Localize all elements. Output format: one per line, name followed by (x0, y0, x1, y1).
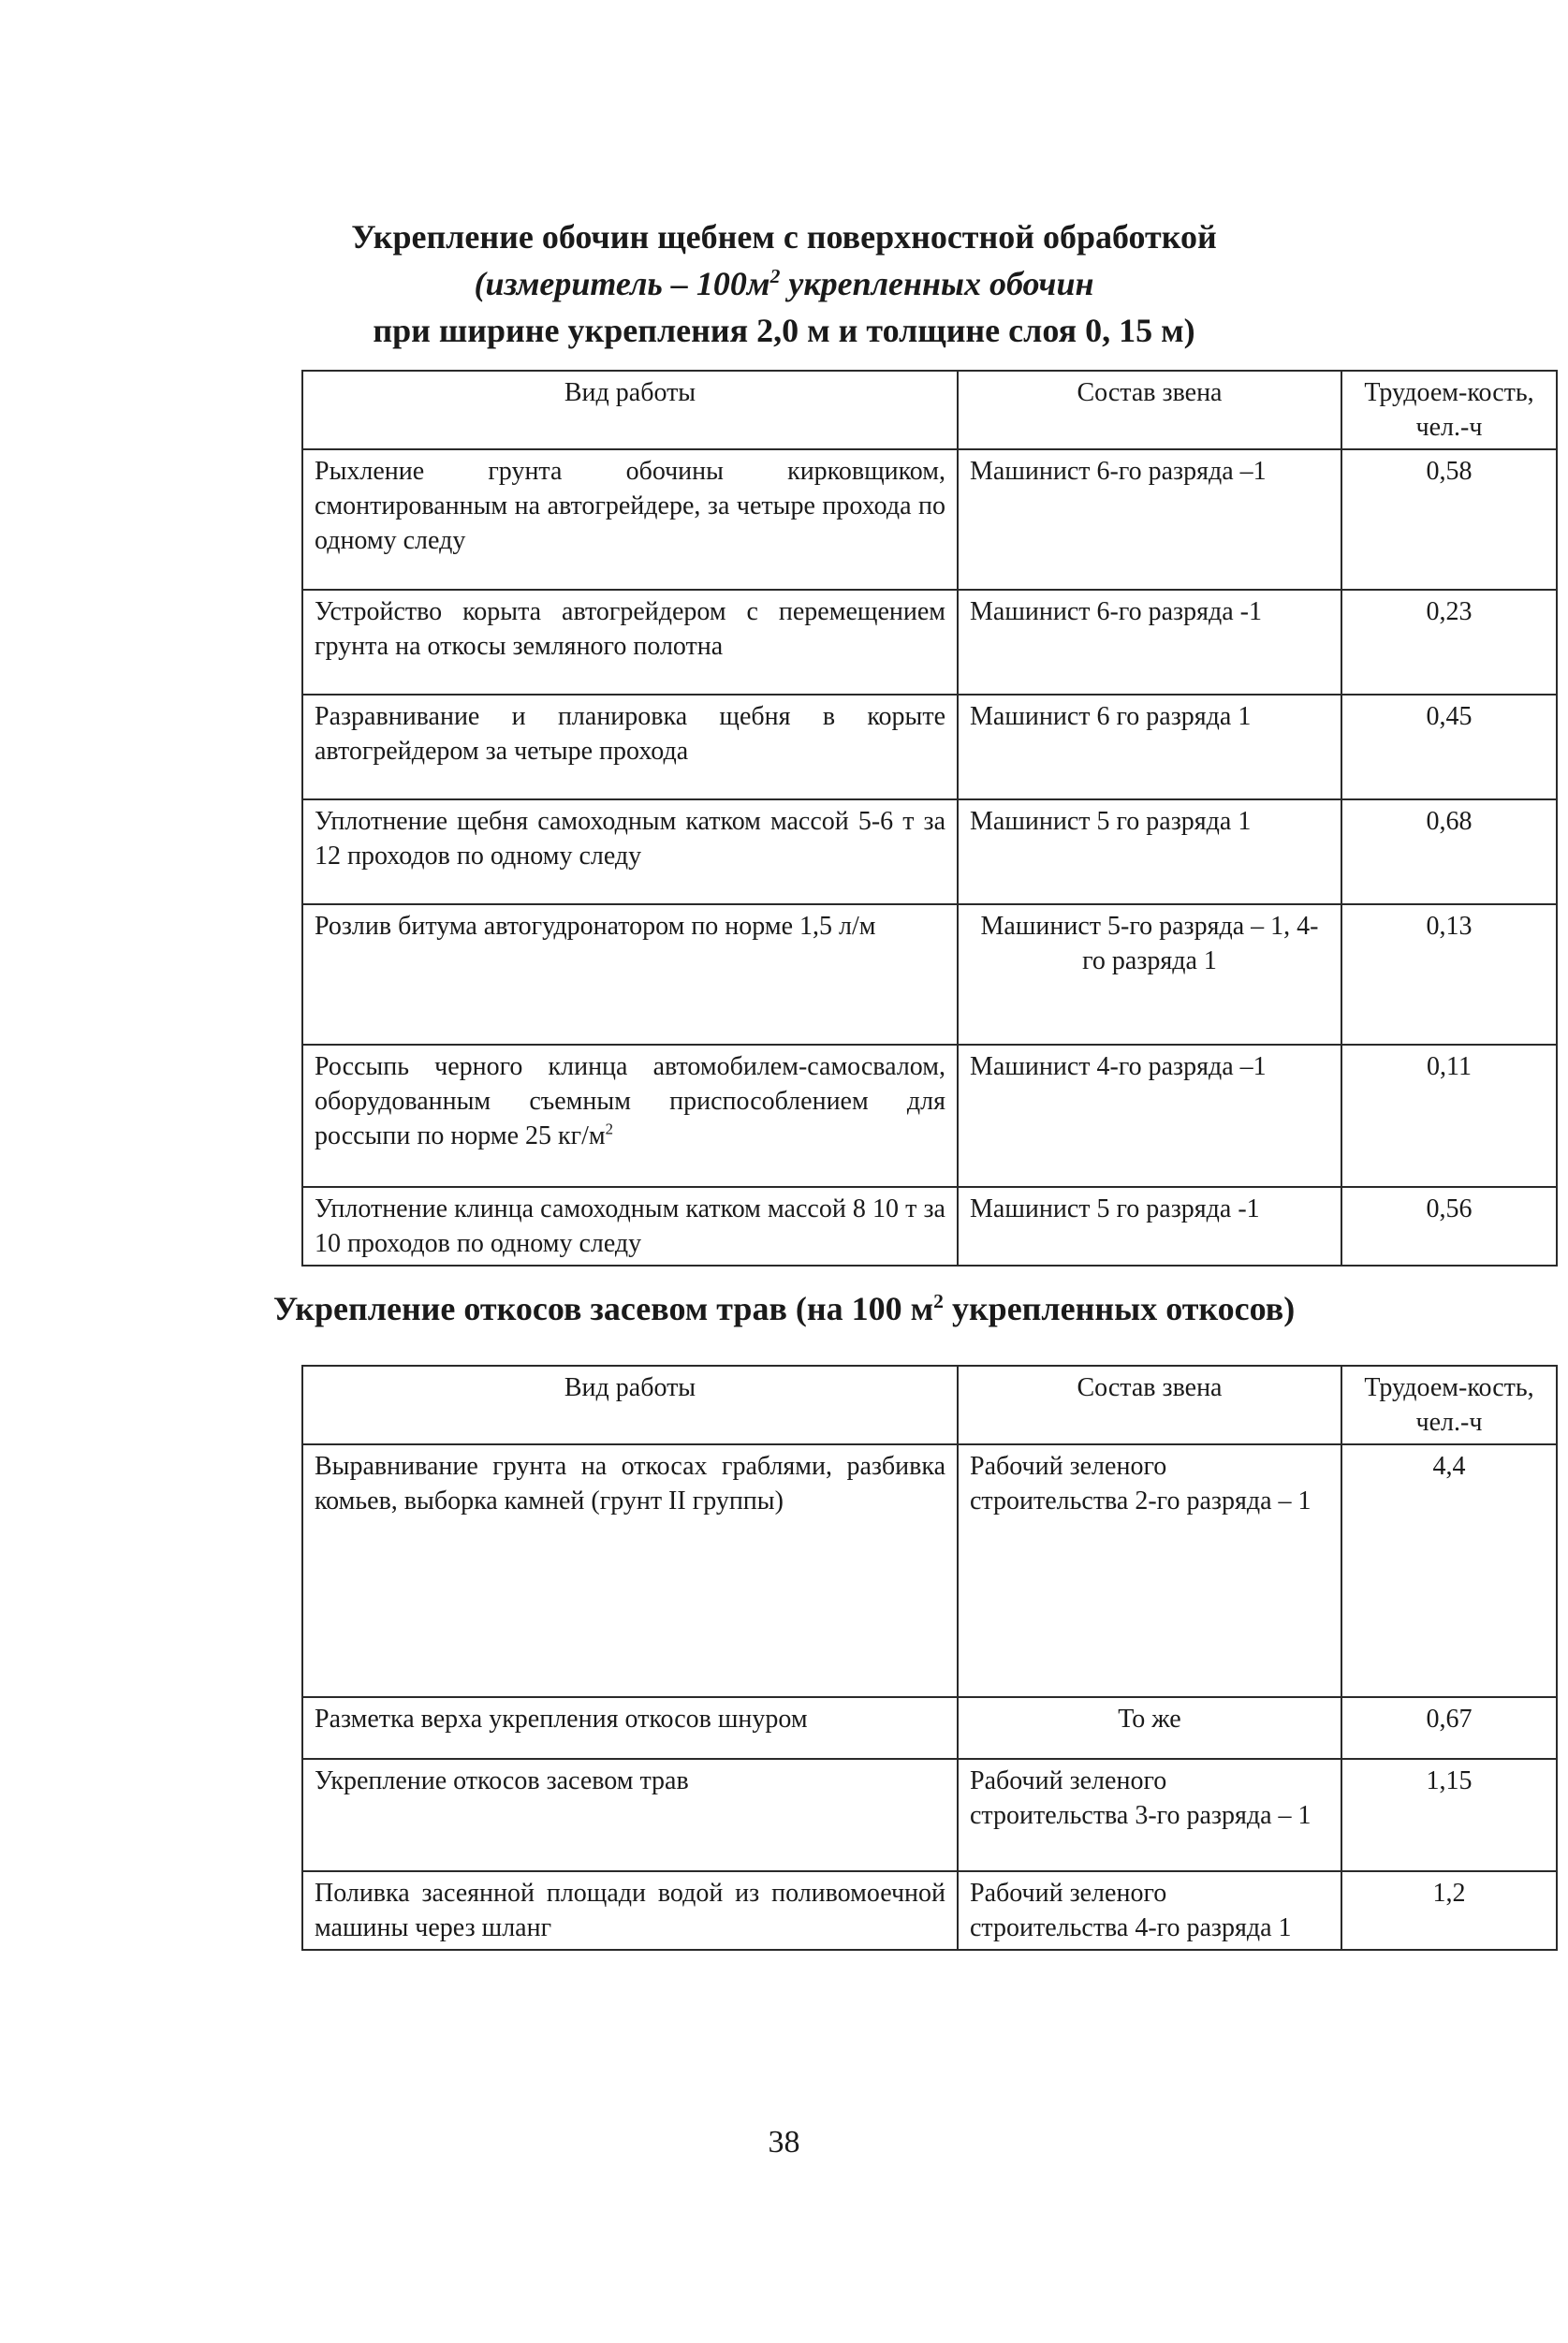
header-labor: Трудоем-кость, чел.-ч (1341, 1366, 1557, 1444)
table-row (302, 1045, 1557, 1187)
heading-2-a: Укрепление откосов засевом трав (на 100 м (272, 1290, 934, 1327)
labor-cell: 0,58 (1341, 449, 1557, 590)
table-row (302, 1697, 1557, 1759)
labor-cell: 1,15 (1341, 1759, 1557, 1871)
work-cell: Уплотнение клинца самоходным катком массой 8 10 т за 10 проходов по одному следу (302, 1187, 958, 1266)
table-shoulder-work (301, 370, 1558, 1267)
crew-cell: Машинист 5-го разряда – 1, 4-го разряда 1 (958, 904, 1341, 1045)
heading-1-line-2a: (измеритель – 100м (474, 265, 770, 302)
labor-cell: 0,11 (1341, 1045, 1557, 1187)
heading-1-line-3: при ширине укрепления 2,0 м и толщине слоя 0, 15 м) (373, 312, 1195, 349)
work-cell: Укрепление откосов засевом трав (302, 1759, 958, 1871)
labor-cell: 0,56 (1341, 1187, 1557, 1266)
table-row (302, 590, 1557, 695)
labor-cell: 0,67 (1341, 1697, 1557, 1759)
labor-cell: 0,68 (1341, 799, 1557, 904)
heading-2 (0, 1285, 1568, 1332)
header-crew: Состав звена (958, 1366, 1341, 1444)
table-row (302, 1759, 1557, 1871)
work-cell: Розлив битума автогудронатором по норме 1,5 л/м (302, 904, 958, 1045)
crew-cell: Машинист 6 го разряда 1 (958, 695, 1341, 799)
crew-cell: То же (958, 1697, 1341, 1759)
work-cell: Устройство корыта автогрейдером с перемещением грунта на откосы земляного полотна (302, 590, 958, 695)
labor-cell: 0,45 (1341, 695, 1557, 799)
table-row (302, 1187, 1557, 1266)
table-row (302, 1871, 1557, 1950)
table-row (302, 695, 1557, 799)
table-row (302, 449, 1557, 590)
labor-cell: 0,13 (1341, 904, 1557, 1045)
labor-cell: 4,4 (1341, 1444, 1557, 1697)
work-cell: Разравнивание и планировка щебня в корыте автогрейдером за четыре прохода (302, 695, 958, 799)
header-crew: Состав звена (958, 371, 1341, 449)
work-cell (302, 1045, 958, 1187)
table-slope-seeding (301, 1365, 1558, 1951)
crew-cell: Машинист 6-го разряда -1 (958, 590, 1341, 695)
work-cell-sup: 2 (605, 1120, 614, 1138)
page-number: 38 (768, 2125, 800, 2160)
heading-1-line-2 (0, 260, 1568, 307)
heading-1-line-1: Укрепление обочин щебнем с поверхностной обработкой (351, 218, 1217, 256)
crew-cell: Рабочий зеленого строительства 3-го разряда – 1 (958, 1759, 1341, 1871)
heading-1-sup: 2 (769, 265, 781, 287)
labor-cell: 1,2 (1341, 1871, 1557, 1950)
table-row (302, 799, 1557, 904)
work-cell: Уплотнение щебня самоходным катком массой 5-6 т за 12 проходов по одному следу (302, 799, 958, 904)
crew-cell: Рабочий зеленого строительства 2-го разряда – 1 (958, 1444, 1341, 1697)
table-row (302, 904, 1557, 1045)
heading-2-sup: 2 (933, 1290, 944, 1312)
work-cell: Разметка верха укрепления откосов шнуром (302, 1697, 958, 1759)
work-cell: Рыхление грунта обочины кирковщиком, смонтированным на автогрейдере, за четыре прохода по одному следу (302, 449, 958, 590)
header-work-type: Вид работы (302, 1366, 958, 1444)
crew-cell: Машинист 6-го разряда –1 (958, 449, 1341, 590)
header-work-type: Вид работы (302, 371, 958, 449)
labor-cell: 0,23 (1341, 590, 1557, 695)
header-labor: Трудоем-кость, чел.-ч (1341, 371, 1557, 449)
crew-cell: Машинист 4-го разряда –1 (958, 1045, 1341, 1187)
crew-cell: Машинист 5 го разряда -1 (958, 1187, 1341, 1266)
heading-1-line-2b: укрепленных обочин (780, 265, 1094, 302)
heading-1 (0, 213, 1568, 354)
table-row (302, 1444, 1557, 1697)
work-cell: Поливка засеянной площади водой из поливомоечной машины через шланг (302, 1871, 958, 1950)
table-header-row (302, 1366, 1557, 1444)
heading-2-b: укрепленных откосов) (943, 1290, 1296, 1327)
work-cell-text: Россыпь черного клинца автомобилем-самосвалом, оборудованным съемным приспособлением для россыпи по норме 25 кг/м (315, 1052, 945, 1150)
table-header-row (302, 371, 1557, 449)
crew-cell: Рабочий зеленого строительства 4-го разряда 1 (958, 1871, 1341, 1950)
crew-cell: Машинист 5 го разряда 1 (958, 799, 1341, 904)
work-cell: Выравнивание грунта на откосах граблями, разбивка комьев, выборка камней (грунт II группы) (302, 1444, 958, 1697)
